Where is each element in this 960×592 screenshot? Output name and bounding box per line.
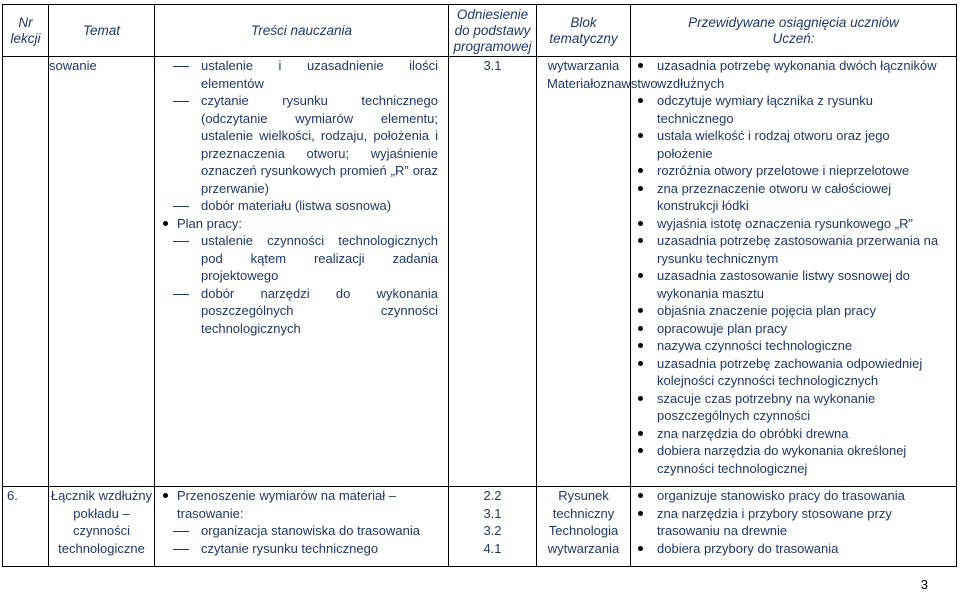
header-uczen: Uczeń: <box>772 30 815 46</box>
list-item: objaśnia znaczenie pojęcia plan pracy <box>631 302 948 320</box>
block-item: Materiałoznawstwo <box>547 75 658 91</box>
list-item: rozróżnia otwory przelotowe i nieprzelotowe <box>631 162 948 180</box>
header-tresci: Treści nauczania <box>155 5 449 57</box>
list-item: ustalenie czynności technologicznych pod kątem realizacji zadania projektowego <box>155 232 438 285</box>
list-item: organizacja stanowiska do trasowania <box>155 522 440 540</box>
header-nr: Nr lekcji <box>3 5 49 57</box>
list-item: zna narzędzia do obróbki drewna <box>631 425 948 443</box>
list-item: organizuje stanowisko pracy do trasowania <box>631 487 948 505</box>
list-item: ustalenie i uzasadnienie ilości elementów <box>155 57 438 92</box>
outcomes-list <box>631 487 948 557</box>
list-item: czytanie rysunku technicznego (odczytanie wymiarów elementu; ustalenie wielkości, rodzaju, położenia i przeznaczenia otworu; wyjaśnienie oznaczeń rysunkowych promień „R” oraz przerwanie) <box>155 92 438 197</box>
header-row <box>3 5 957 57</box>
expected-outcomes <box>631 487 957 567</box>
lesson-content <box>155 487 449 567</box>
content-sub-list <box>155 522 440 557</box>
header-blok: Blok tematyczny <box>537 5 631 57</box>
list-item: odczytuje wymiary łącznika z rysunku technicznego <box>631 92 948 127</box>
reference-item: 2.2 <box>483 488 502 503</box>
header-osiagniecia-title: Przewidywane osiągnięcia uczniów <box>688 14 899 30</box>
expected-outcomes <box>631 57 957 487</box>
page-number: 3 <box>920 577 928 592</box>
list-item: zna przeznaczenie otworu w całościowej konstrukcji łódki <box>631 180 948 215</box>
lesson-number: 6. <box>3 487 49 567</box>
lesson-topic: Łącznik wzdłużny pokładu – czynności technologiczne <box>49 487 155 567</box>
list-item: dobiera przybory do trasowania <box>631 540 948 558</box>
reference-item: 3.2 <box>483 523 502 538</box>
content-sub-list <box>155 232 438 337</box>
list-item: opracowuje plan pracy <box>631 320 948 338</box>
reference-item: 4.1 <box>483 540 502 556</box>
list-item: nazywa czynności technologiczne <box>631 337 948 355</box>
list-item: szacuje czas potrzebny na wykonanie poszczególnych czynności <box>631 390 948 425</box>
content-dash-list <box>155 57 438 215</box>
header-odniesienie: Odniesienie do podstawy programowej <box>449 5 537 57</box>
curriculum-reference <box>449 487 537 567</box>
block-item: Technologia wytwarzania <box>547 523 620 556</box>
list-item <box>155 215 438 338</box>
reference-item: 3.1 <box>483 505 502 521</box>
list-item: zna narzędzia i przybory stosowane przy trasowaniu na drewnie <box>631 505 948 540</box>
list-item <box>155 487 440 522</box>
lesson-topic: sowanie <box>49 57 155 487</box>
list-item: ustala wielkość i rodzaj otworu oraz jego położenie <box>631 127 948 162</box>
block-item: wytwarzania <box>547 58 620 73</box>
plan-label: Plan pracy: <box>177 215 243 231</box>
content-bullet-list <box>155 215 438 338</box>
list-item: dobór materiału (listwa sosnowa) <box>155 197 438 215</box>
lesson-plan-table <box>2 4 957 567</box>
list-item: czytanie rysunku technicznego <box>155 540 440 558</box>
thematic-block <box>537 487 631 567</box>
list-item: dobór narzędzi do wykonania poszczególnych czynności technologicznych <box>155 285 438 338</box>
table-row <box>3 487 957 567</box>
table-row <box>3 57 957 487</box>
list-item: uzasadnia potrzebę zastosowania przerwania na rysunku technicznym <box>631 232 948 267</box>
header-osiagniecia <box>631 5 957 57</box>
tracing-label: Przenoszenie wymiarów na materiał – trasowanie: <box>177 488 396 521</box>
curriculum-reference <box>449 57 537 487</box>
list-item: uzasadnia potrzebę zachowania odpowiedniej kolejności czynności technologicznych <box>631 355 948 390</box>
content-bullet-list <box>155 487 440 522</box>
reference-item: 3.1 <box>483 58 502 73</box>
outcomes-list <box>631 57 948 477</box>
list-item: dobiera narzędzia do wykonania określonej czynności technologicznej <box>631 442 948 477</box>
lesson-number <box>3 57 49 487</box>
block-item: Rysunek techniczny <box>552 488 615 521</box>
list-item: uzasadnia zastosowanie listwy sosnowej do wykonania masztu <box>631 267 948 302</box>
thematic-block <box>537 57 658 487</box>
lesson-content <box>155 57 449 487</box>
list-item: uzasadnia potrzebę wykonania dwóch łączników wzdłużnych <box>631 57 948 92</box>
header-temat: Temat <box>49 5 155 57</box>
list-item: wyjaśnia istotę oznaczenia rysunkowego „R” <box>631 215 948 233</box>
